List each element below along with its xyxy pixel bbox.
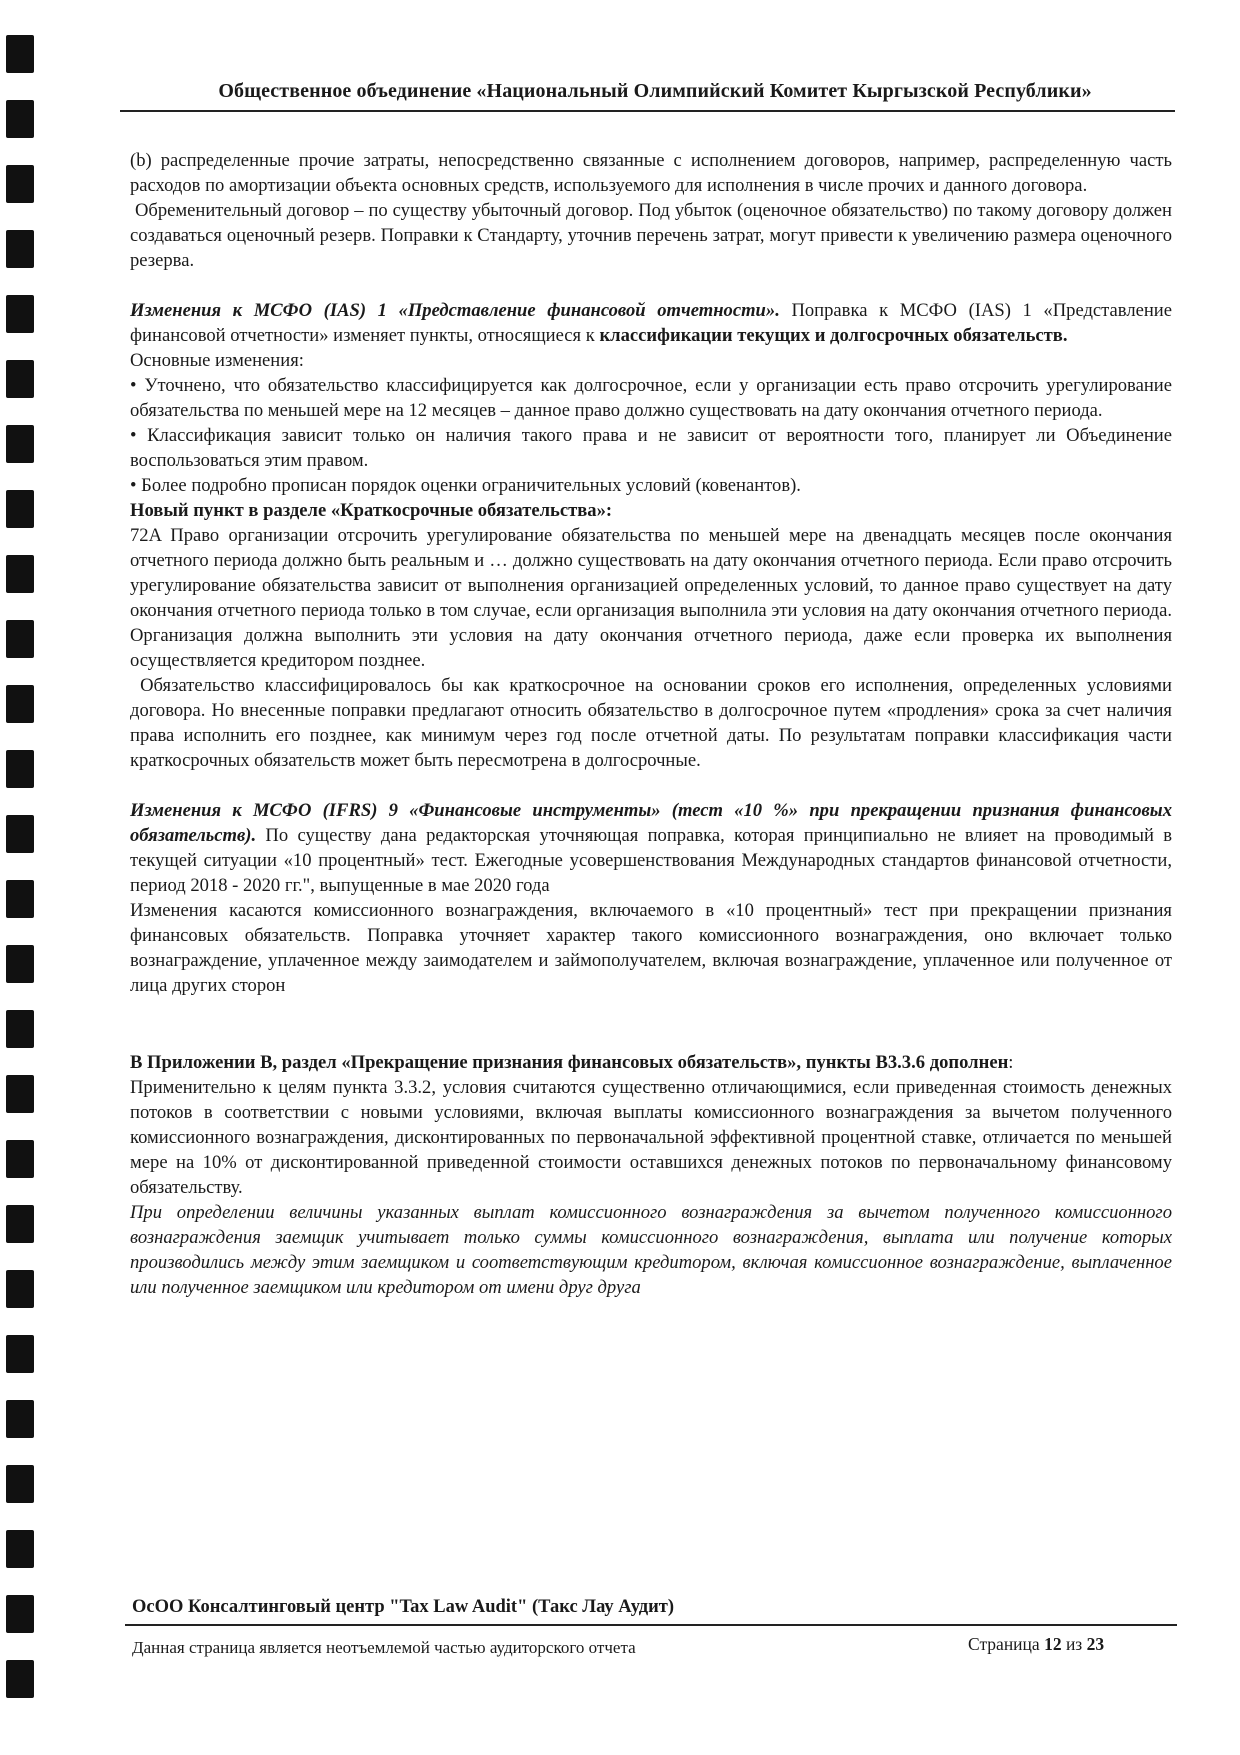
binding-hole [6, 230, 34, 268]
binding-hole [6, 1660, 34, 1698]
binding-hole [6, 1595, 34, 1633]
binding-hole [6, 685, 34, 723]
paragraph-onerous-contract [130, 198, 1172, 273]
binding-hole [6, 620, 34, 658]
binding-hole [6, 1270, 34, 1308]
paragraph-72a: 72A Право организации отсрочить урегулирование обязательства по меньшей мере на двенадцать месяцев после окончания отчетного периода должно быть реальным и … должно существовать на дату окончания отчетного периода. Если право отсрочить урегулирование обязательства зависит от выполнения организацией определенных условий, то данное право существует на дату окончания отчетного периода только в том случае, если организация выполнила эти условия на дату окончания отчетного периода. Организация должна выполнить эти условия на дату окончания отчетного периода, даже если проверка их выполнения осуществляется кредитором позднее. [130, 525, 1172, 671]
paragraph-italic-determination: При определении величины указанных выплат комиссионного вознаграждения за вычетом полученного комиссионного вознаграждения заемщик учитывает только суммы комиссионного вознаграждения, выплата или получение которых производились между этим заемщиком и соответствующим кредитором, включая комиссионное вознаграждение, выплаченное или полученное заемщиком или кредитором от имени друг друга [130, 1202, 1172, 1298]
binding-hole [6, 360, 34, 398]
bullet-item: • Уточнено, что обязательство классифицируется как долгосрочное, если у организации есть право отсрочить урегулирование обязательства по меньшей мере на 12 месяцев – данное право должно существовать на дату окончания отчетного периода. [130, 375, 1172, 421]
section-ifrs9-intro [130, 798, 1172, 898]
binding-hole [6, 425, 34, 463]
binding-hole [6, 1530, 34, 1568]
section-appendix-b [130, 1050, 1172, 1075]
header-divider [120, 110, 1175, 112]
spiral-binding [0, 0, 60, 1755]
binding-hole [6, 295, 34, 333]
onerous-text: Обременительный договор – по существу убыточный договор. Под убыток (оценочное обязательство) по такому договору должен создаваться оценочный резерв. Поправки к Стандарту, уточнив перечень затрат, могут привести к увеличению размера оценочного резерва. [130, 200, 1172, 271]
binding-hole [6, 1335, 34, 1373]
page-current: 12 [1044, 1634, 1062, 1654]
paragraph-332: Применительно к целям пункта 3.3.2, условия считаются существенно отличающимися, если приведенная стоимость денежных потоков в соответствии с новыми условиями, включая выплаты комиссионного вознаграждения за вычетом полученного комиссионного вознаграждения, дисконтированных по первоначальной эффективной процентной ставке, отличается по меньшей мере на 10% от дисконтированной приведенной стоимости оставшихся денежных потоков по первоначальному финансовому обязательству. [130, 1077, 1172, 1198]
binding-hole [6, 555, 34, 593]
binding-hole [6, 750, 34, 788]
paragraph-classification [130, 673, 1172, 773]
section-ias1-intro [130, 298, 1172, 348]
spacer [130, 273, 1172, 298]
binding-hole [6, 490, 34, 528]
binding-hole [6, 165, 34, 203]
spacer [130, 998, 1172, 1050]
ias1-lead: Поправка к МСФО (IAS) 1 «Представление финансовой отчетности» изменяет пункты, относящиеся к [130, 300, 1172, 346]
binding-hole [6, 1075, 34, 1113]
ias1-lead-bold: классификации текущих и долгосрочных обязательств. [599, 325, 1068, 346]
page-number [968, 1634, 1104, 1655]
binding-hole [6, 815, 34, 853]
binding-hole [6, 1010, 34, 1048]
binding-hole [6, 880, 34, 918]
classification-text: Обязательство классифицировалось бы как краткосрочное на основании сроков его исполнения, определенных условиями договора. Но внесенные поправки предлагают относить обязательство в долгосрочное путем «продления» срока за счет наличия права исполнить его позднее, как минимум через год после отчетной даты. По результатам поправки классификация части краткосрочных обязательств может быть пересмотрена в долгосрочные. [130, 675, 1172, 771]
paragraph-commission: Изменения касаются комиссионного вознаграждения, включаемого в «10 процентный» тест при прекращении признания финансовых обязательств. Поправка уточняет характер такого комиссионного вознаграждения, оно включает только вознаграждение, уплаченное между заимодателем и займополучателем, включая вознаграждение, уплаченное или полученное от лица других сторон [130, 900, 1172, 996]
ifrs9-text: По существу дана редакторская уточняющая поправка, которая принципиально не влияет на проводимый в текущей ситуации «10 процентный» тест. Ежегодные усовершенствования Международных стандартов финансовой отчетности, период 2018 - 2020 гг.", выпущенные в мае 2020 года [130, 825, 1172, 896]
footer-firm-name: ОсОО Консалтинговый центр "Tax Law Audit" (Такс Лау Аудит) [132, 1597, 675, 1617]
page-total: 23 [1086, 1634, 1105, 1654]
document-body [130, 148, 1172, 1300]
section-heading-ias1: Изменения к МСФО (IAS) 1 «Представление финансовой отчетности». [130, 300, 780, 321]
new-point-heading: Новый пункт в разделе «Краткосрочные обязательства»: [130, 500, 613, 521]
paragraph-b-costs: (b) распределенные прочие затраты, непосредственно связанные с исполнением договоров, например, распределенную часть расходов по амортизации объекта основных средств, используемого для исполнения в числе прочих и данного договора. [130, 150, 1172, 196]
binding-hole [6, 1465, 34, 1503]
main-changes-label: Основные изменения: [130, 350, 304, 371]
binding-hole [6, 35, 34, 73]
footer-note: Данная страница является неотъемлемой частью аудиторского отчета [132, 1638, 636, 1657]
binding-hole [6, 1205, 34, 1243]
section-heading-appendix-b: В Приложении B, раздел «Прекращение признания финансовых обязательств», пункты B3.3.6 дополнен [130, 1052, 1009, 1073]
binding-hole [6, 1140, 34, 1178]
footer-divider [125, 1624, 1177, 1626]
page-header-title: Общественное объединение «Национальный Олимпийский Комитет Кыргызской Республики» [218, 80, 1092, 102]
section-heading-ifrs9: Изменения к МСФО (IFRS) 9 «Финансовые инструменты» (тест «10 %» при прекращении признания финансовых обязательств). [130, 800, 1172, 846]
binding-hole [6, 100, 34, 138]
spacer [130, 773, 1172, 798]
binding-hole [6, 1400, 34, 1438]
bullet-item: • Более подробно прописан порядок оценки ограничительных условий (ковенантов). [130, 475, 801, 496]
heading-colon: : [1008, 1052, 1014, 1073]
page-mid: из [1061, 1634, 1087, 1654]
binding-hole [6, 945, 34, 983]
page-prefix: Страница [968, 1634, 1045, 1654]
bullet-item: • Классификация зависит только он наличия такого права и не зависит от вероятности того, планирует ли Объединение воспользоваться этим правом. [130, 425, 1172, 471]
